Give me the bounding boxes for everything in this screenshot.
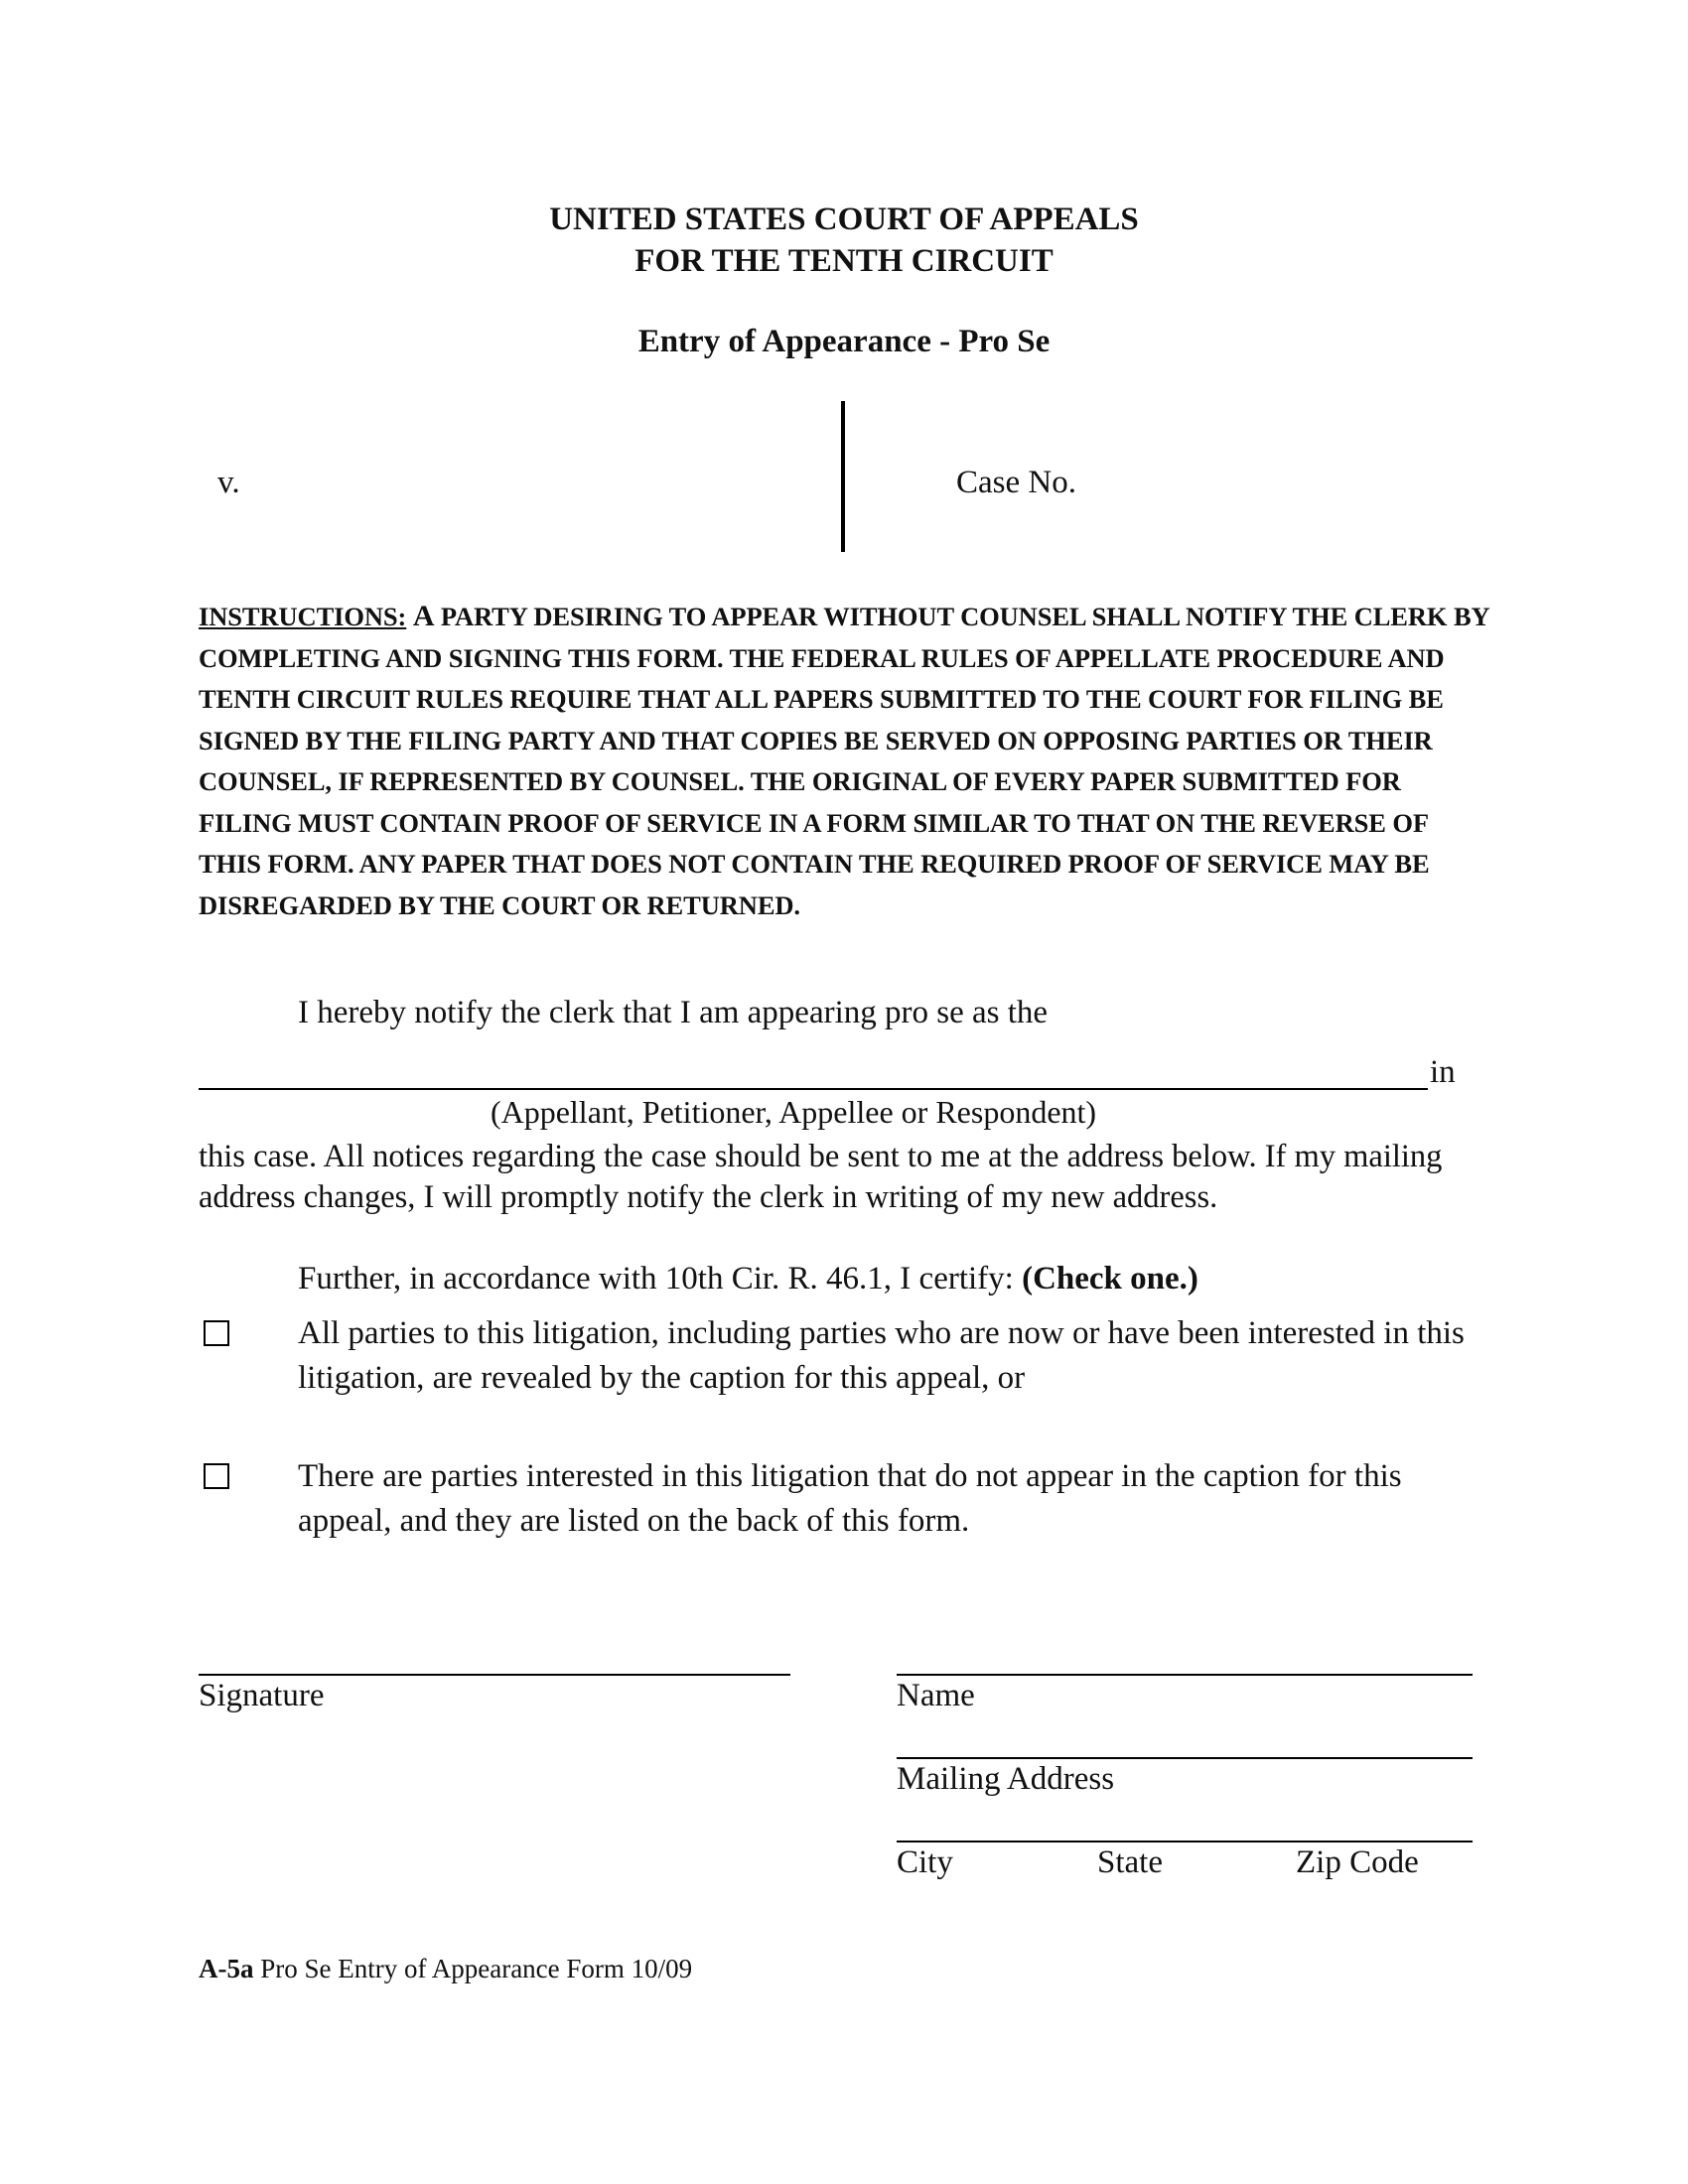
option-all-parties: All parties to this litigation, including parties who are now or have been interested in this litigation, are revealed by the caption for this appeal, or (298, 1315, 1465, 1396)
court-title-line2: FOR THE TENTH CIRCUIT (634, 243, 1054, 279)
city-label: City (897, 1844, 953, 1880)
state-label: State (1097, 1844, 1163, 1880)
case-number-label: Case No. (956, 465, 1076, 500)
caption-divider (841, 401, 845, 552)
option-other-parties: There are parties interested in this litigation that do not appear in the caption for this appeal, and they are listed on the back of this form. (298, 1458, 1402, 1539)
notice-statement: this case. All notices regarding the case should be sent to me at the address below. If my mailing address changes, I will promptly notify the clerk in writing of my new address. (199, 1139, 1443, 1215)
instructions-block (199, 596, 1489, 926)
checkbox-all-parties[interactable] (204, 1320, 229, 1346)
court-title-line1: UNITED STATES COURT OF APPEALS (549, 202, 1139, 237)
instructions-label: INSTRUCTIONS: (199, 602, 407, 631)
instructions-text: PARTY DESIRING TO APPEAR WITHOUT COUNSEL SHALL NOTIFY THE CLERK BY COMPLETING AND SIGNING THIS FORM. THE FEDERAL RULES OF APPELLATE PROCEDURE AND TENTH CIRCUIT RULES REQUIRE THAT ALL PAPERS SUBMITTED TO THE COURT FOR FILING BE SIGNED BY THE FILING PARTY AND THAT COPIES BE SERVED ON OPPOSING PARTIES OR THEIR COUNSEL, IF REPRESENTED BY COUNSEL. THE ORIGINAL OF EVERY PAPER SUBMITTED FOR FILING MUST CONTAIN PROOF OF SERVICE IN A FORM SIMILAR TO THAT ON THE REVERSE OF THIS FORM. ANY PAPER THAT DOES NOT CONTAIN THE REQUIRED PROOF OF SERVICE MAY BE DISREGARDED BY THE COURT OR RETURNED. (199, 602, 1489, 920)
signature-field[interactable] (199, 1674, 790, 1676)
party-role-field[interactable] (199, 1088, 1428, 1090)
name-label: Name (897, 1678, 975, 1713)
zip-code-label: Zip Code (1296, 1844, 1419, 1880)
certify-statement (298, 1261, 1198, 1297)
party-role-suffix: in (1430, 1054, 1456, 1090)
signature-label: Signature (199, 1678, 325, 1713)
instructions-first-letter: A (412, 600, 435, 632)
form-title: Entry of Appearance - Pro Se (637, 324, 1051, 359)
certify-check-one: (Check one.) (1022, 1261, 1198, 1297)
city-state-zip-field[interactable] (897, 1841, 1473, 1843)
checkbox-other-parties[interactable] (204, 1463, 229, 1489)
mailing-address-field[interactable] (897, 1757, 1473, 1759)
party-role-caption: (Appellant, Petitioner, Appellee or Respondent) (490, 1094, 1097, 1130)
versus-label: v. (217, 465, 240, 500)
court-title (0, 199, 1688, 282)
form-footer (199, 1954, 692, 1984)
mailing-address-label: Mailing Address (897, 1761, 1115, 1797)
notify-statement: I hereby notify the clerk that I am appearing pro se as the (298, 995, 1049, 1030)
certify-text: Further, in accordance with 10th Cir. R. 46.1, I certify: (298, 1261, 1023, 1297)
form-code: A-5a (199, 1954, 254, 1983)
form-name: Pro Se Entry of Appearance Form 10/09 (253, 1954, 693, 1983)
name-field[interactable] (897, 1674, 1473, 1676)
